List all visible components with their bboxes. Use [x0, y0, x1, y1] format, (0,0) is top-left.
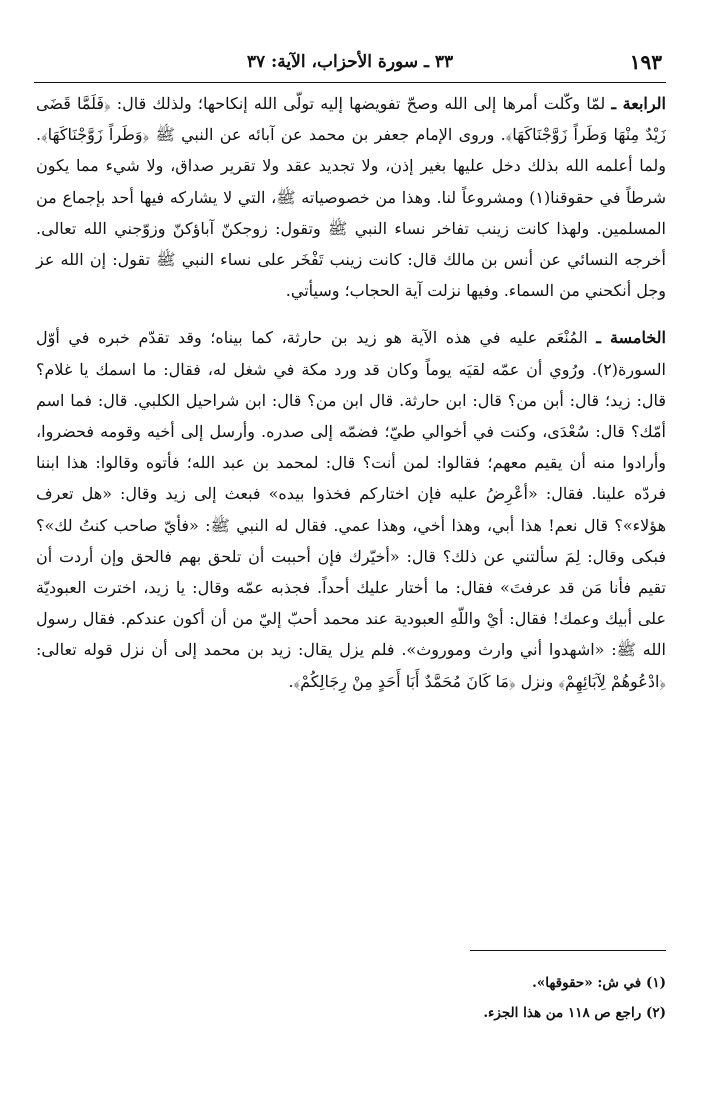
paragraph-text: لمّا وكّلت أمرها إلى الله وصحّ تفويضها إليه تولّى الله إنكاحها؛ ولذلك قال: ﴿فَلَمَّا قَضَى زَيْدٌ مِنْهَا وَطَراً زَوَّجْنَاكَهَا﴾. وروى الإمام جعفر بن محمد عن آبائه عن النبي ﷺ ﴿وَطَراً زَوَّجْنَاكَهَا﴾. ولما أعلمه الله بذلك دخل عليها بغير إذن، ولا تجديد عقد ولا تقرير صداق، ولا شيء مما يكون شرطاً في حقوقنا(١) ومشروعاً لنا. وهذا من خصوصياته ﷺ، التي لا يشاركه فيها أحد بإجماع من المسلمين. ولهذا كانت زينب تفاخر نساء النبي ﷺ وتقول: زوجكنّ آباؤكنّ وزوّجني الله تعالى. أخرجه النسائي عن أنس بن مالك قال: كانت زينب تَفْخَر على نساء النبي ﷺ تقول: إن الله عز وجل أنكحني من السماء. وفيها نزلت آية الحجاب؛ وسيأتي. — [36, 94, 667, 301]
page-number: ١٩٣ — [629, 50, 662, 74]
footnote-2: (٢) راجع ص ١١٨ من هذا الجزء. — [483, 1005, 666, 1021]
running-title: ٣٣ ـ سورة الأحزاب، الآية: ٣٧ — [246, 52, 454, 72]
main-text — [36, 88, 666, 697]
paragraph-text: المُنْعَم عليه في هذه الآية هو زيد بن حارثة، كما بيناه؛ وقد تقدّم خبره في أوّل السورة(٢). ورُوي أن عمّه لقيَه يوماً وكان قد ورد مكة في شغل له، فقال: ما اسمك يا غلام؟ قال: زيد؛ قال: أبن من؟ قال: ابن حارثة. قال ابن من؟ قال: ابن شراحيل الكلبي. قال: فما اسم أمّك؟ قال: سُعْدَى، وكنت في أخوالي طيّ؛ فضمّه إلى صدره. وأرسل إلى أخيه وقومه فحضروا، وأرادوا منه أن يقيم معهم؛ فقالوا: لمن أنت؟ قال: لمحمد بن عبد الله؛ فأتوه وقالوا: هذا ابننا فردّه علينا. فقال: «أعْرِضُ عليه فإن اختاركم فخذوا بيده» فبعث إلى زيد وقال: «هل تعرف هؤلاء»؟ قال نعم! هذا أبي، وهذا أخي، وهذا عمي. فقال له النبي ﷺ: «فأيّ صاحب كنتُ لك»؟ فبكى وقال: لِمَ سألتني عن ذلك؟ قال: «أخيّرك فإن أحببت أن تلحق بهم فالحق وإن أردت أن تقيم فأنا مَن قد عرفتَ» فقال: ما أختار عليك أحداً. فجذبه عمّه وقال: يا زيد، اخترت العبوديّة على أبيك وعمك! فقال: أيْ واللّهِ العبودية عند محمد أحبّ إليّ من أن أكون عندكم. فقال رسول الله ﷺ: «اشهدوا أني وارث وموروث». فلم يزل يقال: زيد بن محمد إلى أن نزل قوله تعالى: ﴿ادْعُوهُمْ لِآبَائِهِمْ﴾ ونزل ﴿مَا كَانَ مُحَمَّدٌ أَبَا أَحَدٍ مِنْ رِجَالِكُمْ﴾. — [36, 328, 666, 691]
paragraph-lead: الخامسة ـ — [596, 328, 666, 348]
footnote-1: (١) في ش: «حقوقها». — [532, 975, 666, 991]
footnote-divider — [470, 950, 666, 951]
paragraph-fourth — [36, 88, 666, 306]
paragraph-lead: الرابعة ـ — [611, 94, 666, 113]
running-header — [34, 46, 666, 83]
paragraph-fifth — [36, 322, 666, 696]
footnotes — [36, 968, 666, 1028]
